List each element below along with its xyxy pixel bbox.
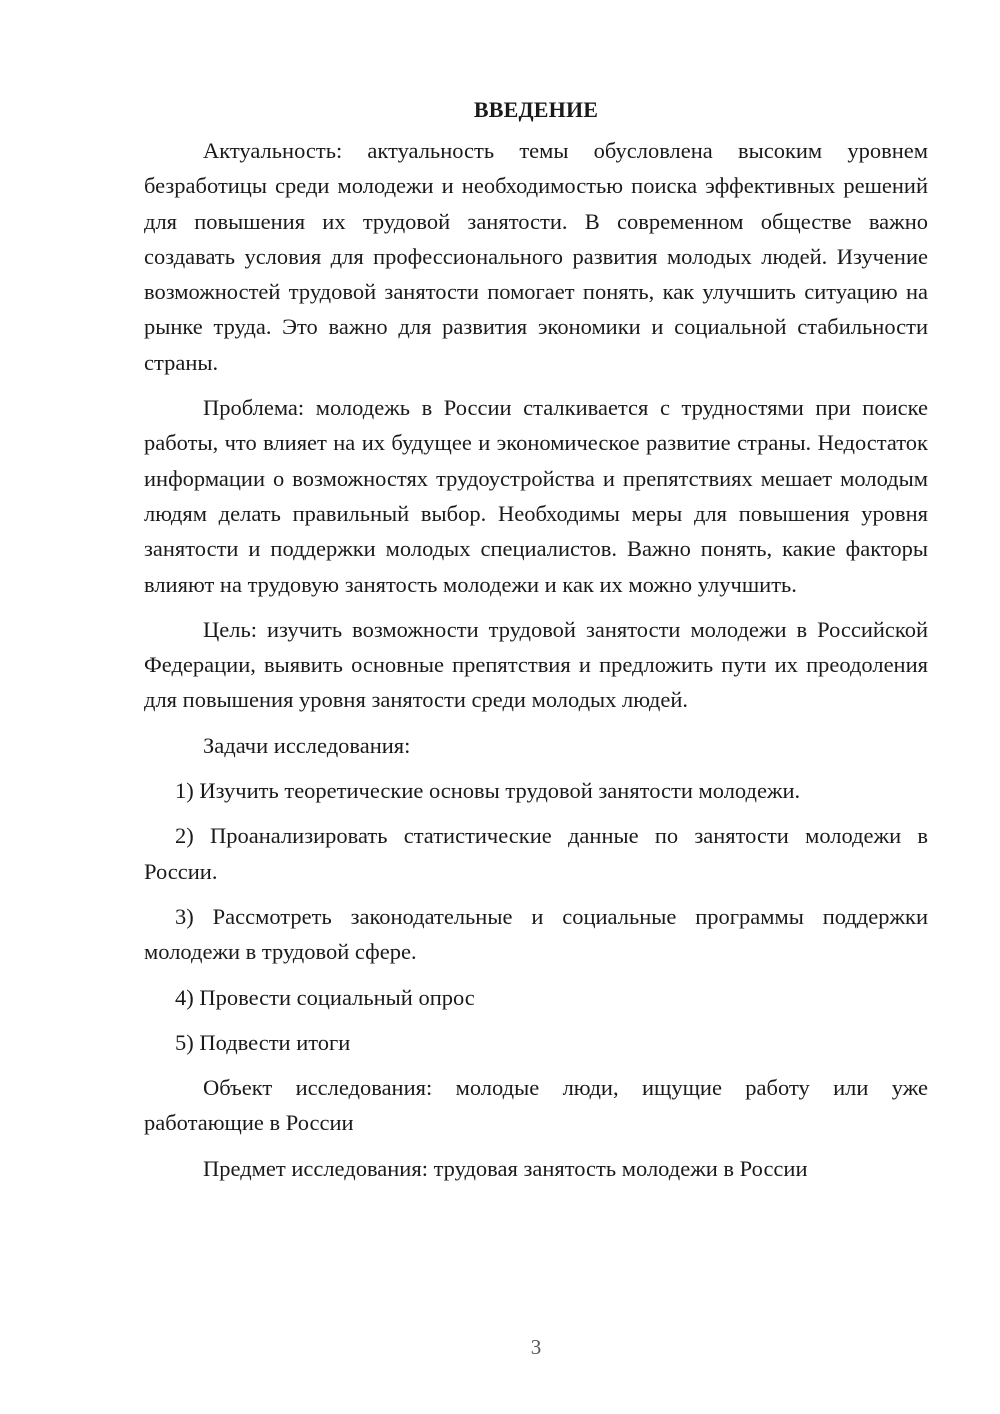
task-item-4: 4) Провести социальный опрос: [175, 984, 475, 1010]
paragraph-problem: Проблема: молодежь в России сталкивается с трудностями при поиске работы, что влияет на их будущее и экономическое развитие страны. Недостаток информации о возможностях трудоустройства и препятствиях мешает молодым людям делать правильный выбор. Необходимы меры для повышения уровня занятости и поддержки молодых специалистов. Важно понять, какие факторы влияют на трудовую занятость молодежи и как их можно улучшить.: [144, 395, 928, 597]
paragraph-relevance: Актуальность: актуальность темы обусловлена высоким уровнем безработицы среди молодежи и необходимостью поиска эффективных решений для повышения их трудовой занятости. В современном обществе важно создавать условия для профессионального развития молодых людей. Изучение возможностей трудовой занятости помогает понять, как улучшить ситуацию на рынке труда. Это важно для развития экономики и социальной стабильности страны.: [144, 138, 928, 375]
task-item-1: 1) Изучить теоретические основы трудовой занятости молодежи.: [175, 778, 801, 804]
page-number: 3: [530, 1335, 542, 1359]
paragraph-object: Объект исследования: молодые люди, ищущие работу или уже работающие в России: [144, 1075, 928, 1136]
document-title: ВВЕДЕНИЕ: [473, 97, 599, 122]
task-item-2: 2) Проанализировать статистические данные по занятости молодежи в России.: [144, 823, 928, 884]
task-item-3: 3) Рассмотреть законодательные и социальные программы поддержки молодежи в трудовой сфере.: [144, 903, 928, 965]
paragraph-subject: Предмет исследования: трудовая занятость молодежи в России: [203, 1155, 808, 1181]
document-page: [144, 92, 928, 1196]
paragraph-tasks-heading: Задачи исследования:: [203, 732, 411, 758]
paragraph-goal: Цель: изучить возможности трудовой занятости молодежи в Российской Федерации, выявить основные препятствия и предложить пути их преодоления для повышения уровня занятости среди молодых людей.: [144, 616, 928, 713]
task-item-5: 5) Подвести итоги: [175, 1029, 351, 1055]
